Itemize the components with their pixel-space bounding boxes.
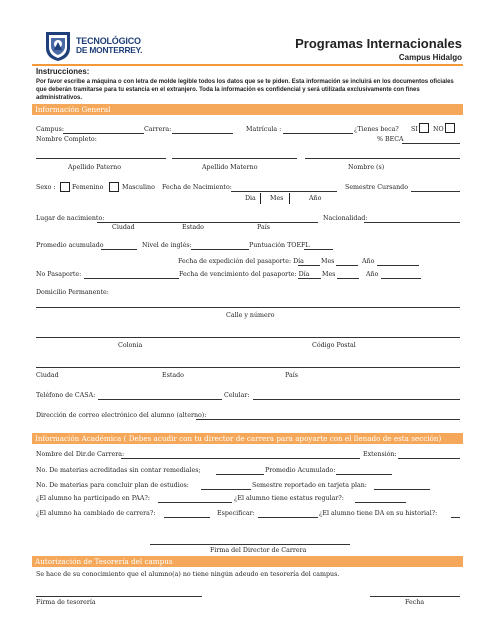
firma-director-caption: Firma del Director de Carrera xyxy=(210,547,307,554)
nivel-ingles-field[interactable] xyxy=(191,249,249,250)
materias-acreditadas-field[interactable] xyxy=(216,474,264,475)
apellido-materno-caption: Apellido Materno xyxy=(202,164,258,171)
page-title: Programas Internacionales xyxy=(295,36,462,51)
instructions-text: Por favor escribe a máquina o con letra de molde legible todos los datos que se te piden. Esta información se incluirá en los documentos oficiales que deberán tramitarse para tu estancia en el extranjero. Toda la información es confidencial y será utilizada exclusivamente con fines administrativos. xyxy=(36,79,454,102)
calle-numero-caption: Calle y número xyxy=(226,312,275,319)
logo-line1: TECNOLÓGICO xyxy=(76,36,141,46)
nacionalidad-field[interactable] xyxy=(364,222,460,223)
pais2-caption: País xyxy=(285,372,298,379)
femenino-checkbox[interactable] xyxy=(60,182,70,192)
no-label: NO xyxy=(433,126,444,133)
matricula-field[interactable] xyxy=(283,133,353,134)
no-pasaporte-field[interactable] xyxy=(84,278,179,279)
femenino-label: Femenino xyxy=(72,184,104,191)
expedicion-dia-field[interactable] xyxy=(298,265,320,266)
campus-label: Campus: xyxy=(36,126,64,133)
lugar-nacimiento-field[interactable] xyxy=(97,222,318,223)
apellido-materno-field[interactable] xyxy=(172,158,297,159)
puntuacion-toefl-field[interactable] xyxy=(304,249,333,250)
especificar-field[interactable] xyxy=(258,517,318,518)
fecha-vencimiento-label: Fecha de vencimiento del pasaporte: Día xyxy=(179,271,310,278)
section-informacion-academica: Información Académica ( Debes acudir con tu director de carrera para apoyarte con el llenado de esta sección) xyxy=(32,433,463,444)
vencimiento-mes-field[interactable] xyxy=(337,278,359,279)
page-subtitle: Campus Hidalgo xyxy=(398,53,462,62)
estado-caption: Estado xyxy=(182,224,204,231)
extension-field[interactable] xyxy=(398,458,460,459)
mes-anio-divider xyxy=(289,193,290,204)
carrera-label: Carrera: xyxy=(144,126,172,133)
celular-field[interactable] xyxy=(253,399,460,400)
nombre-completo-label: Nombre Completo: xyxy=(36,136,97,143)
expedicion-anio-label: Año xyxy=(362,258,375,265)
masculino-checkbox[interactable] xyxy=(109,182,119,192)
firma-director-field[interactable] xyxy=(150,544,350,545)
dia-caption: Dia xyxy=(245,195,256,202)
section-tesoreria: Autorización de Tesorería del campus xyxy=(32,556,463,567)
si-label: SI xyxy=(411,126,418,133)
firma-tesoreria-caption: Firma de tesorería xyxy=(36,599,96,606)
nombre-dir-field[interactable] xyxy=(121,458,360,459)
correo-label: Dirección de correo electrónico del alumno (alterno): xyxy=(36,412,207,419)
firma-tesoreria-field[interactable] xyxy=(36,596,202,597)
pais-caption: País xyxy=(257,224,270,231)
header-rule xyxy=(32,64,463,66)
beca-si-checkbox[interactable] xyxy=(419,123,429,133)
colonia-cp-field[interactable] xyxy=(36,337,460,338)
expedicion-anio-field[interactable] xyxy=(377,265,419,266)
expedicion-mes-label: Mes xyxy=(321,258,335,265)
nombre-dir-label: Nombre del Dir.de Carrera: xyxy=(36,451,125,458)
cambiado-carrera-field[interactable] xyxy=(164,517,210,518)
beca-pct-field[interactable] xyxy=(402,143,460,144)
puntuacion-toefl-label: Puntuación TOEFL xyxy=(249,242,310,249)
cambiado-carrera-label: ¿El alumno ha cambiado de carrera?: xyxy=(36,510,156,517)
anio-caption: Año xyxy=(309,195,322,202)
semestre-reportado-field[interactable] xyxy=(374,489,430,490)
paa-label: ¿El alumno ha participado en PAA?: xyxy=(36,495,150,502)
dia-mes-divider xyxy=(260,193,261,204)
nombres-field[interactable] xyxy=(305,158,460,159)
especificar-label: Especificar: xyxy=(217,510,255,517)
tienes-beca-label: ¿Tienes beca? xyxy=(354,126,399,133)
section-informacion-general: Información General xyxy=(32,104,463,115)
nivel-ingles-label: Nivel de inglés: xyxy=(142,242,192,249)
materias-acreditadas-label: No. De materias acreditadas sin contar remediales; xyxy=(36,467,201,474)
promedio-acumulado-acad-label: Promedio Acumulado: xyxy=(265,467,336,474)
colonia-caption: Colonia xyxy=(118,342,143,349)
seal-icon xyxy=(44,30,72,62)
nombres-caption: Nombre (s) xyxy=(348,164,385,171)
vencimiento-anio-label: Año xyxy=(366,271,379,278)
fecha-field[interactable] xyxy=(370,596,460,597)
fecha-nacimiento-field[interactable] xyxy=(231,191,337,192)
ciudad-caption: Ciudad xyxy=(112,224,135,231)
estatus-regular-field[interactable] xyxy=(355,502,406,503)
fecha-nacimiento-label: Fecha de Nacimiento: xyxy=(162,184,232,191)
celular-label: Celular: xyxy=(224,392,250,399)
mes-caption: Mes xyxy=(270,195,284,202)
promedio-acumulado-label: Promedio acumulado xyxy=(36,242,104,249)
vencimiento-mes-label: Mes xyxy=(322,271,336,278)
semestre-cursando-field[interactable] xyxy=(411,191,460,192)
materias-concluir-field[interactable] xyxy=(201,489,251,490)
tesoreria-text: Se hace de su conocimiento que el alumno(a) no tiene ningún adeudo en tesorería del campus. xyxy=(36,571,340,578)
sexo-label: Sexo : xyxy=(36,184,56,191)
logo xyxy=(44,30,143,64)
apellido-paterno-caption: Apellido Paterno xyxy=(68,164,121,171)
correo-field[interactable] xyxy=(196,419,460,420)
semestre-cursando-label: Semestre Cursando xyxy=(345,184,408,191)
carrera-field[interactable] xyxy=(172,133,233,134)
extension-label: Extensión: xyxy=(363,451,397,458)
vencimiento-anio-field[interactable] xyxy=(381,278,421,279)
promedio-acumulado-acad-field[interactable] xyxy=(336,474,392,475)
da-historial-label: ¿El alumno tiene DA en su historial?: xyxy=(319,510,438,517)
fecha-expedicion-label: Fecha de expedición del pasaporte: Día xyxy=(178,258,304,265)
logo-line2: DE MONTERREY. xyxy=(76,45,143,55)
lugar-nacimiento-label: Lugar de nacimiento: xyxy=(36,215,105,222)
paa-field[interactable] xyxy=(158,502,232,503)
beca-no-checkbox[interactable] xyxy=(445,123,455,133)
campus-field[interactable] xyxy=(63,133,144,134)
estatus-regular-label: ¿El alumno tiene estatus regular?: xyxy=(234,495,344,502)
vencimiento-dia-field[interactable] xyxy=(298,278,321,279)
nacionalidad-label: Nacionalidad: xyxy=(323,215,368,222)
da-historial-field[interactable] xyxy=(451,517,460,518)
expedicion-mes-field[interactable] xyxy=(336,265,358,266)
estado2-caption: Estado xyxy=(162,372,184,379)
matricula-label: Matrícula : xyxy=(246,126,282,133)
ciudad2-caption: Ciudad xyxy=(36,372,59,379)
masculino-label: Masculino xyxy=(122,184,155,191)
materias-concluir-label: No. De materias para concluir plan de estudios: xyxy=(36,482,189,489)
beca-pct-label: % BECA xyxy=(377,136,404,143)
instructions-heading: Instrucciones: xyxy=(36,67,90,76)
semestre-reportado-label: Semestre reportado en tarjeta plan: xyxy=(252,482,367,489)
apellido-paterno-field[interactable] xyxy=(36,158,166,159)
no-pasaporte-label: No Pasaporte: xyxy=(36,271,82,278)
promedio-acumulado-field[interactable] xyxy=(101,249,137,250)
telefono-casa-field[interactable] xyxy=(98,399,222,400)
fecha-caption: Fecha xyxy=(405,599,425,606)
calle-numero-field[interactable] xyxy=(36,307,460,308)
domicilio-label: Domicilio Permanente: xyxy=(36,289,109,296)
ciudad-estado-pais-field[interactable] xyxy=(36,367,460,368)
telefono-casa-label: Teléfono de CASA: xyxy=(36,392,96,399)
codigo-postal-caption: Código Postal xyxy=(312,342,356,349)
